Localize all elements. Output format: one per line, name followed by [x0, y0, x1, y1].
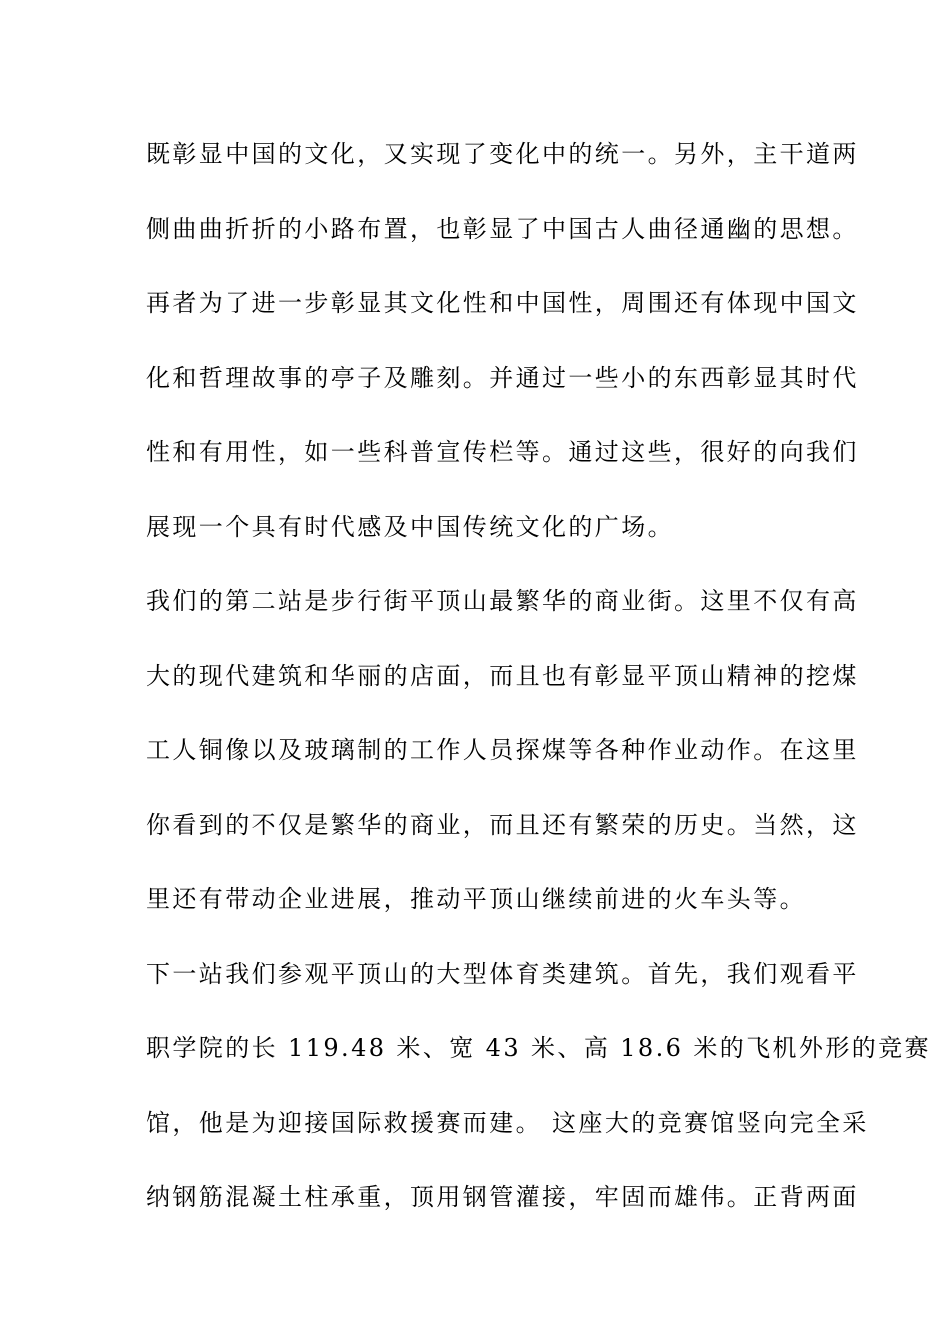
text-line: 既彰显中国的文化，又实现了变化中的统一。另外，主干道两	[146, 140, 859, 168]
text-line: 里还有带动企业进展，推动平顶山继续前进的火车头等。	[146, 885, 806, 913]
text-line: 化和哲理故事的亭子及雕刻。并通过一些小的东西彰显其时代	[146, 363, 859, 392]
text-line: 展现一个具有时代感及中国传统文化的广场。	[146, 512, 674, 541]
text-line: 职学院的长 119.48 米、宽 43 米、高 18.6 米的飞机外形的竞赛	[146, 1034, 931, 1062]
text-line: 我们的第二站是步行街平顶山最繁华的商业街。这里不仅有高	[146, 587, 859, 615]
text-line: 大的现代建筑和华丽的店面，而且也有彰显平顶山精神的挖煤	[146, 661, 859, 690]
text-line: 性和有用性，如一些科普宣传栏等。通过这些，很好的向我们	[146, 438, 859, 466]
text-line: 工人铜像以及玻璃制的工作人员探煤等各种作业动作。在这里	[146, 736, 859, 764]
text-line: 纳钢筋混凝土柱承重，顶用钢管灌接，牢固而雄伟。正背两面	[146, 1183, 859, 1211]
text-line: 馆，他是为迎接国际救援赛而建。 这座大的竞赛馆竖向完全采	[146, 1108, 869, 1137]
text-line: 你看到的不仅是繁华的商业，而且还有繁荣的历史。当然，这	[146, 810, 859, 839]
text-line: 再者为了进一步彰显其文化性和中国性，周围还有体现中国文	[146, 289, 859, 317]
text-line: 侧曲曲折折的小路布置，也彰显了中国古人曲径通幽的思想。	[146, 214, 859, 243]
text-line: 下一站我们参观平顶山的大型体育类建筑。首先，我们观看平	[146, 959, 859, 988]
body-text	[146, 135, 931, 1253]
